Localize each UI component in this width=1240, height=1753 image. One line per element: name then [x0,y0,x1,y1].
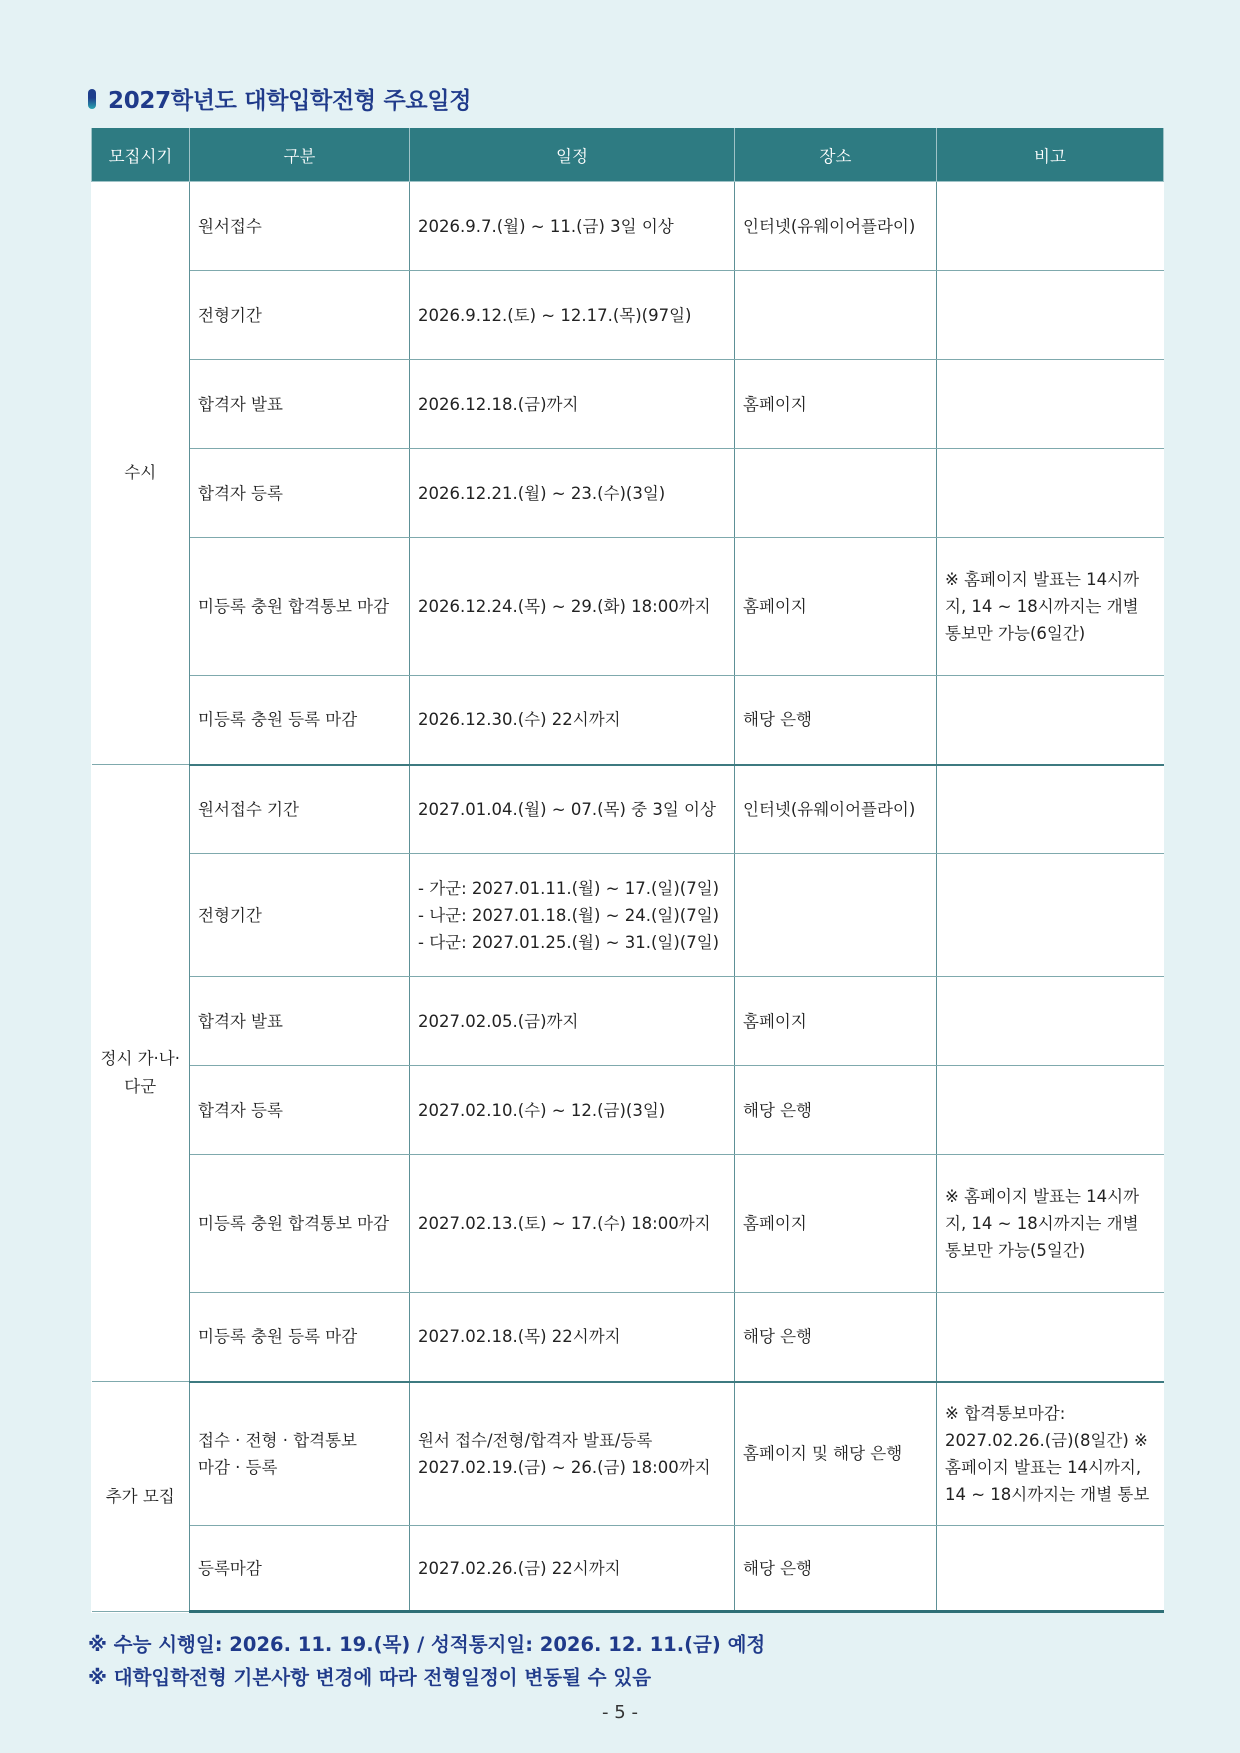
group-label-susi: 수시 [92,182,190,765]
place-cell: 홈페이지 및 해당 은행 [735,1382,937,1526]
place-cell [735,271,937,360]
category-cell: 합격자 등록 [190,449,410,538]
note-cell: ※ 홈페이지 발표는 14시까지, 14 ~ 18시까지는 개별 통보만 가능(6일간) [937,538,1164,676]
schedule-cell: 2026.12.18.(금)까지 [410,360,735,449]
table-row [92,1382,1164,1526]
note-cell [937,449,1164,538]
table-row [92,765,1164,854]
schedule-cell: 2026.12.30.(수) 22시까지 [410,676,735,765]
schedule-cell: 2027.02.18.(목) 22시까지 [410,1293,735,1382]
section-heading [88,82,471,115]
table-row [92,449,1164,538]
heading-marker-icon [88,89,96,109]
place-cell: 해당 은행 [735,676,937,765]
place-cell: 인터넷(유웨이어플라이) [735,765,937,854]
schedule-cell: 2026.9.7.(월) ~ 11.(금) 3일 이상 [410,182,735,271]
header-schedule: 일정 [410,128,735,182]
category-cell: 원서접수 기간 [190,765,410,854]
schedule-cell: 2026.9.12.(토) ~ 12.17.(목)(97일) [410,271,735,360]
category-cell: 원서접수 [190,182,410,271]
footnote-csat: ※ 수능 시행일: 2026. 11. 19.(목) / 성적통지일: 2026. 12. 11.(금) 예정 [88,1633,766,1656]
table-row [92,977,1164,1066]
note-cell [937,765,1164,854]
category-line: 마감 · 등록 [198,1457,278,1477]
table-row [92,676,1164,765]
table-row [92,271,1164,360]
schedule-line: - 가군: 2027.01.11.(월) ~ 17.(일)(7일) [418,878,720,898]
table-row [92,1155,1164,1293]
place-cell [735,854,937,977]
table-row [92,360,1164,449]
schedule-cell: 2027.02.26.(금) 22시까지 [410,1526,735,1612]
header-note: 비고 [937,128,1164,182]
place-cell: 해당 은행 [735,1293,937,1382]
footnotes [88,1628,765,1694]
table-row [92,1526,1164,1612]
schedule-cell [410,854,735,977]
place-cell: 홈페이지 [735,360,937,449]
page-number: - 5 - [602,1702,638,1723]
schedule-line: 2027.02.19.(금) ~ 26.(금) 18:00까지 [418,1457,711,1477]
place-cell: 인터넷(유웨이어플라이) [735,182,937,271]
note-cell [937,360,1164,449]
schedule-cell: 2027.02.13.(토) ~ 17.(수) 18:00까지 [410,1155,735,1293]
place-cell: 홈페이지 [735,538,937,676]
note-cell [937,977,1164,1066]
note-cell: ※ 합격통보마감: 2027.02.26.(금)(8일간) ※ 홈페이지 발표는 14시까지, 14 ~ 18시까지는 개별 통보 [937,1382,1164,1526]
header-category: 구분 [190,128,410,182]
note-cell [937,1526,1164,1612]
category-cell: 합격자 등록 [190,1066,410,1155]
place-cell [735,449,937,538]
note-cell [937,854,1164,977]
category-cell: 미등록 충원 합격통보 마감 [190,538,410,676]
note-cell: ※ 홈페이지 발표는 14시까지, 14 ~ 18시까지는 개별 통보만 가능(5일간) [937,1155,1164,1293]
schedule-cell: 2027.02.05.(금)까지 [410,977,735,1066]
category-cell: 미등록 충원 등록 마감 [190,1293,410,1382]
category-cell: 합격자 발표 [190,360,410,449]
schedule-cell [410,1382,735,1526]
place-cell: 홈페이지 [735,1155,937,1293]
place-cell: 해당 은행 [735,1526,937,1612]
header-period: 모집시기 [92,128,190,182]
footnote-change: ※ 대학입학전형 기본사항 변경에 따라 전형일정이 변동될 수 있음 [88,1666,652,1689]
header-place: 장소 [735,128,937,182]
category-cell [190,1382,410,1526]
table-row [92,1293,1164,1382]
table-header-row [92,128,1164,182]
page-title: 2027학년도 대학입학전형 주요일정 [108,88,472,114]
category-cell: 합격자 발표 [190,977,410,1066]
schedule-line: - 다군: 2027.01.25.(월) ~ 31.(일)(7일) [418,932,720,952]
schedule-cell: 2026.12.21.(월) ~ 23.(수)(3일) [410,449,735,538]
category-cell: 미등록 충원 등록 마감 [190,676,410,765]
schedule-cell: 2027.02.10.(수) ~ 12.(금)(3일) [410,1066,735,1155]
table-row [92,854,1164,977]
schedule-line: - 나군: 2027.01.18.(월) ~ 24.(일)(7일) [418,905,720,925]
table-row [92,182,1164,271]
table-row [92,1066,1164,1155]
note-cell [937,676,1164,765]
category-line: 접수 · 전형 · 합격통보 [198,1430,357,1450]
category-cell: 등록마감 [190,1526,410,1612]
schedule-line: 원서 접수/전형/합격자 발표/등록 [418,1430,653,1450]
schedule-cell: 2027.01.04.(월) ~ 07.(목) 중 3일 이상 [410,765,735,854]
schedule-table [91,128,1164,1613]
schedule-cell: 2026.12.24.(목) ~ 29.(화) 18:00까지 [410,538,735,676]
group-label-jeongsi: 정시 가·나·다군 [92,765,190,1382]
category-cell: 전형기간 [190,854,410,977]
place-cell: 해당 은행 [735,1066,937,1155]
place-cell: 홈페이지 [735,977,937,1066]
note-cell [937,1293,1164,1382]
table-row [92,538,1164,676]
note-cell [937,1066,1164,1155]
note-cell [937,271,1164,360]
category-cell: 미등록 충원 합격통보 마감 [190,1155,410,1293]
note-cell [937,182,1164,271]
category-cell: 전형기간 [190,271,410,360]
group-label-additional: 추가 모집 [92,1382,190,1612]
